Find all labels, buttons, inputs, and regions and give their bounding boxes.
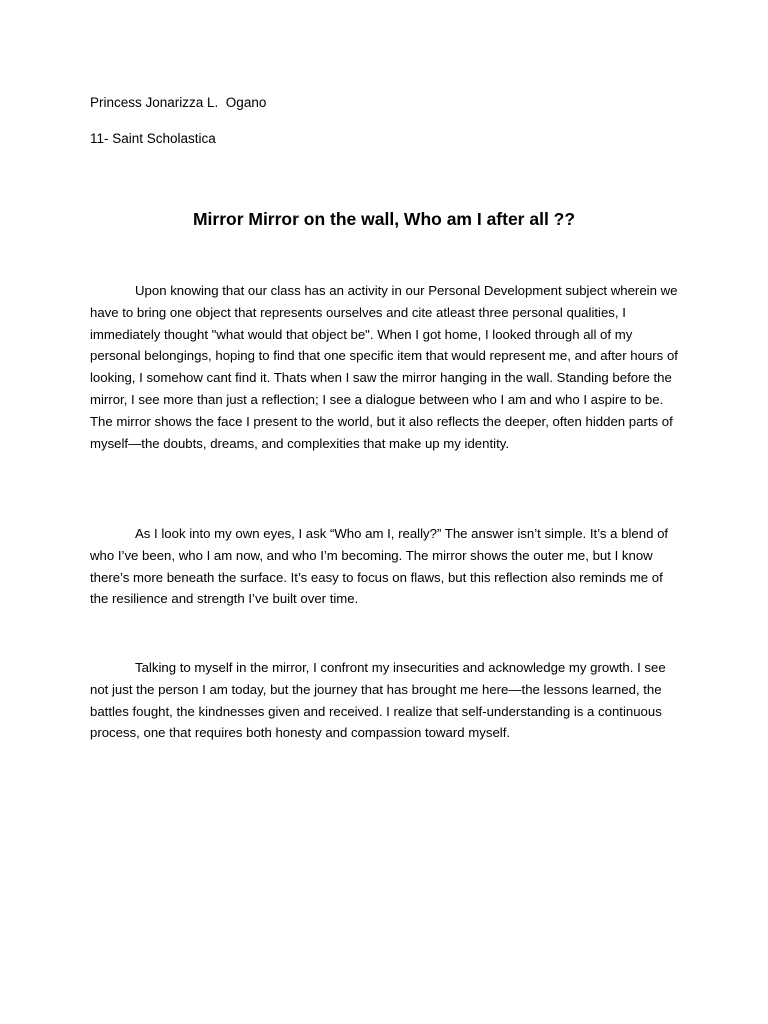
class-section: 11- Saint Scholastica [90, 131, 216, 146]
body-paragraph-1: Upon knowing that our class has an activity in our Personal Development subject wherein we have to bring one object that represents ourselves and cite atleast three personal qualities, I immediately thought "what would that object be". When I got home, I looked through all of my personal belongings, hoping to find that one specific item that would represent me, and after hours of looking, I somehow cant find it. Thats when I saw the mirror hanging in the wall. Standing before the mirror, I see more than just a reflection; I see a dialogue between who I am and who I aspire to be. The mirror shows the face I present to the world, but it also reflects the deeper, often hidden parts of myself—the doubts, dreams, and complexities that make up my identity. [90, 283, 678, 451]
body-paragraph-2: As I look into my own eyes, I ask “Who am I, really?” The answer isn’t simple. It’s a blend of who I’ve been, who I am now, and who I’m becoming. The mirror shows the outer me, but I know there’s more beneath the surface. It’s easy to focus on flaws, but this reflection also reminds me of the resilience and strength I’ve built over time. [90, 526, 669, 607]
essay-title: Mirror Mirror on the wall, Who am I after all ?? [192, 209, 576, 229]
author-name: Princess Jonarizza L. Ogano [90, 95, 267, 110]
body-paragraph-3: Talking to myself in the mirror, I confront my insecurities and acknowledge my growth. I see not just the person I am today, but the journey that has brought me here—the lessons learned, the battles fought, the kindnesses given and received. I realize that self-understanding is a continuous process, one that requires both honesty and compassion toward myself. [90, 660, 666, 741]
